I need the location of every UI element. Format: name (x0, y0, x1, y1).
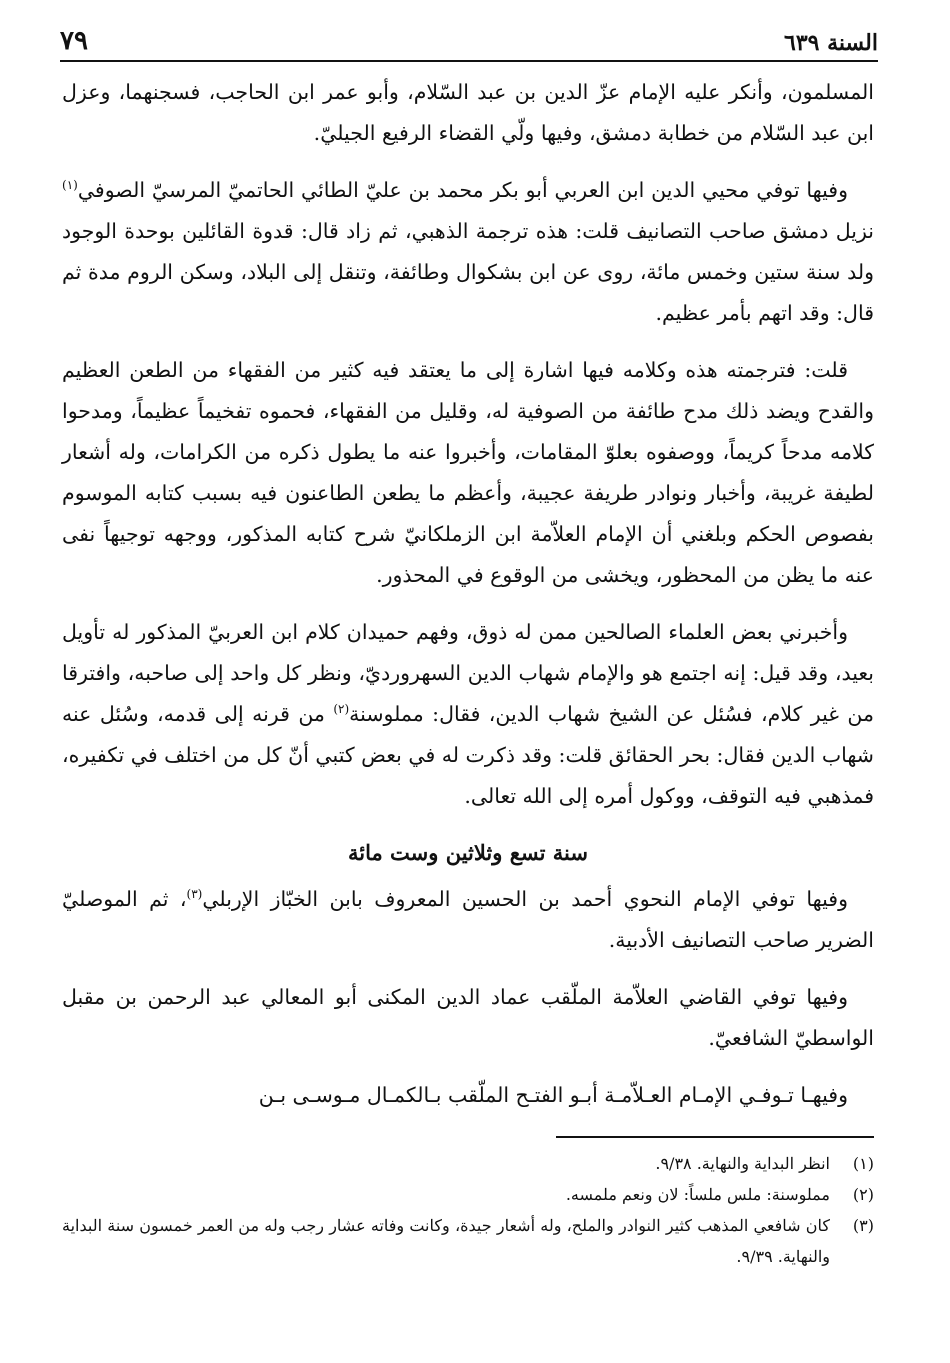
header-rule (60, 60, 878, 62)
paragraph-5-text-a: وفيها توفي الإمام النحوي أحمد بن الحسين المعروف بابن الخبّاز الإربلي (202, 887, 848, 911)
paragraph-6: وفيها توفي القاضي العلاّمة الملّقب عماد الدين المكنى أبو المعالي عبد الرحمن بن مقبل الواسطيّ الشافعيّ. (62, 985, 874, 1050)
footnotes (62, 1148, 874, 1272)
footnote-ref-1: (١) (62, 178, 78, 193)
main-text (62, 72, 874, 1132)
footnote (62, 1179, 874, 1210)
paragraph-2 (62, 170, 874, 334)
footnote (62, 1210, 874, 1272)
paragraph-3: قلت: فترجمته هذه وكلامه فيها اشارة إلى ما يعتقد فيه كثير من الفقهاء من الطعن العظيم والقدح ويضد ذلك مدح طائفة من الصوفية له، وقليل من الفقهاء، فحموه تفخيماً عظيماً، ومدحوا كلامه مدحاً كريماً، ووصفوه بعلوّ المقامات، وأخبروا عنه ما يطول ذكره من الكرامات، وله أشعار لطيفة غريبة، وأخبار ونوادر طريفة عجيبة، وأعظم ما يطعن الطاعنون فيه بسبب كتابه الموسوم بفصوص الحكم وبلغني أن الإمام العلاّمة ابن الزملكانيّ شرح كتابه المذكور، ووجهه توجيهاً نفى عنه ما يظن من المحظور، ويخشى من الوقوع في المحذور. (62, 358, 874, 587)
section-heading: سنة تسع وثلاثين وست مائة (348, 840, 588, 865)
footnote-ref-2: (٢) (333, 702, 350, 717)
page-number: ٧٩ (60, 26, 88, 56)
paragraph-5-text-b: ، ثم الموصليّ الضرير صاحب التصانيف الأدبية. (62, 887, 874, 952)
paragraph-4-text-b: من قرنه إلى قدمه، وسُئل عنه شهاب الدين فقال: بحر الحقائق قلت: وقد ذكرت له في بعض كتبي أنّ كل من اختلف في تكفيره، فمذهبي فيه التوقف، ووكول أمره إلى الله تعالى. (62, 702, 874, 808)
paragraph-4-text-a: وأخبرني بعض العلماء الصالحين ممن له ذوق، وفهم حميدان كلام ابن العربيّ المذكور له تأويل بعيد، وقد قيل: إنه اجتمع هو والإمام شهاب الدين السهرورديّ، ونظر كل واحد إلى صاحبه، وافترقا من غير كلام، فسُئل عن الشيخ شهاب الدين، فقال: مملوسنة (62, 620, 874, 726)
footnote-text: انظر البداية والنهاية. ٩/٣٨. (655, 1154, 830, 1173)
paragraph-7: وفيهـا تـوفـي الإمـام العـلاّمـة أبـو الفتـح الملّقب بـالكمـال مـوسـى بـن (258, 1083, 848, 1107)
footnote-ref-3: (٣) (186, 887, 203, 902)
footnote-number: (٣) (852, 1216, 874, 1235)
paragraph-2-text-a: وفيها توفي محيي الدين ابن العربي أبو بكر محمد بن عليّ الطائي الحاتميّ المرسيّ الصوفي (77, 178, 848, 202)
paragraph-2-text-b: نزيل دمشق صاحب التصانيف قلت: هذه ترجمة الذهبي، ثم زاد قال: قدوة القائلين بوحدة الوجود ولد سنة ستين وخمس مائة، روى عن ابن بشكوال وطائفة، وتنقل إلى البلاد، وسكن الروم مدة ثم قال: وقد اتهم بأمر عظيم. (62, 219, 874, 325)
footnote-text: مملوسنة: ملس ملساً: لان ونعم ملمسه. (565, 1185, 830, 1204)
footnote-rule (556, 1136, 874, 1138)
paragraph-5 (62, 879, 874, 961)
footnote-number: (٢) (852, 1185, 874, 1204)
running-head: السنة ٦٣٩ (784, 30, 878, 56)
paragraph-1: المسلمون، وأنكر عليه الإمام عزّ الدين بن عبد السّلام، وأبو عمر ابن الحاجب، فسجنهما، وعزل ابن عبد السّلام من خطابة دمشق، وفيها ولّي القضاء الرفيع الجيليّ. (62, 80, 874, 145)
footnote-number: (١) (852, 1154, 874, 1173)
footnote (62, 1148, 874, 1179)
paragraph-4 (62, 612, 874, 817)
page-header (60, 20, 878, 56)
footnote-text: كان شافعي المذهب كثير النوادر والملح، وله أشعار جيدة، وكانت وفاته عشار رجب وله من العمر خمسون سنة البداية والنهاية. ٩/٣٩. (62, 1216, 830, 1266)
